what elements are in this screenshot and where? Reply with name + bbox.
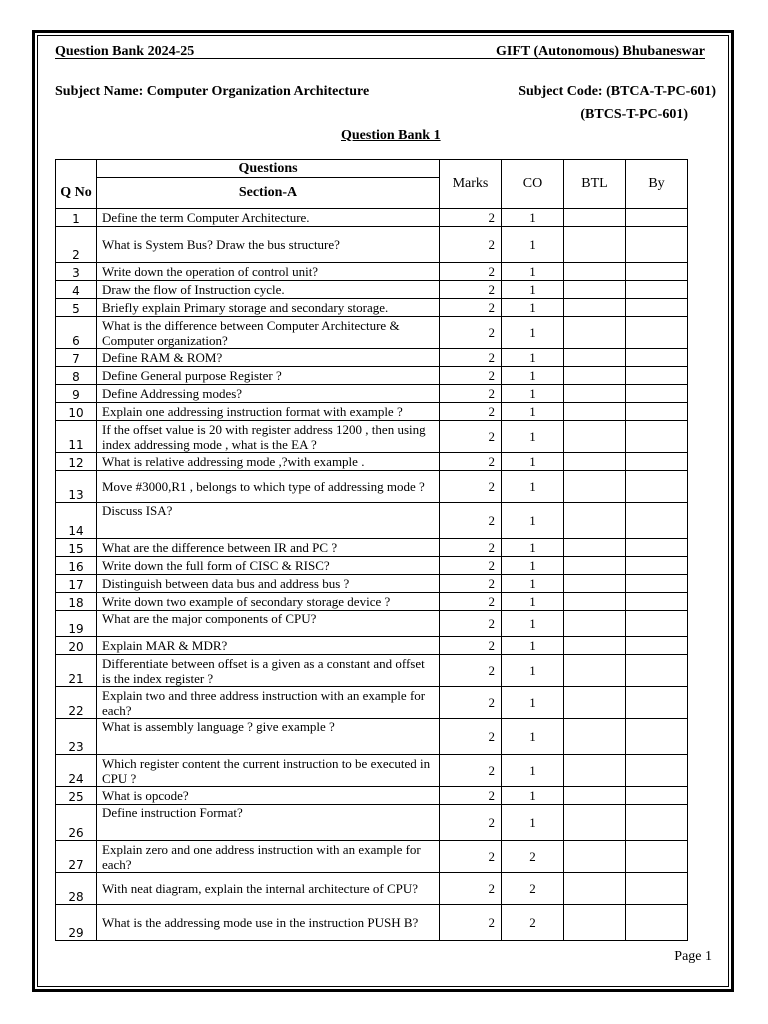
btl-cell	[564, 655, 626, 687]
qno-header: Q No	[56, 178, 97, 209]
btl-cell	[564, 719, 626, 755]
questions-header: Questions	[97, 160, 440, 178]
question-text: What is opcode?	[97, 787, 440, 805]
marks-cell: 2	[440, 557, 502, 575]
question-text: Define the term Computer Architecture.	[97, 209, 440, 227]
co-cell: 1	[502, 421, 564, 453]
table-row	[56, 841, 688, 873]
question-number: 26	[56, 805, 97, 841]
by-cell	[626, 873, 688, 905]
question-text: What are the major components of CPU?	[97, 611, 440, 637]
marks-cell: 2	[440, 719, 502, 755]
question-number: 20	[56, 637, 97, 655]
question-number: 19	[56, 611, 97, 637]
question-number: 28	[56, 873, 97, 905]
by-cell	[626, 593, 688, 611]
btl-cell	[564, 637, 626, 655]
table-row	[56, 637, 688, 655]
table-row	[56, 421, 688, 453]
by-cell	[626, 349, 688, 367]
by-cell	[626, 403, 688, 421]
marks-cell: 2	[440, 503, 502, 539]
question-number: 25	[56, 787, 97, 805]
co-cell: 1	[502, 281, 564, 299]
marks-cell: 2	[440, 687, 502, 719]
question-number: 13	[56, 471, 97, 503]
table-row	[56, 719, 688, 755]
co-cell: 1	[502, 403, 564, 421]
by-cell	[626, 575, 688, 593]
table-row	[56, 593, 688, 611]
btl-cell	[564, 263, 626, 281]
btl-cell	[564, 227, 626, 263]
co-cell: 1	[502, 385, 564, 403]
btl-cell	[564, 593, 626, 611]
subject-name: Subject Name: Computer Organization Architecture	[55, 84, 370, 99]
marks-cell: 2	[440, 593, 502, 611]
table-row	[56, 317, 688, 349]
question-text: Briefly explain Primary storage and secondary storage.	[97, 299, 440, 317]
co-cell: 1	[502, 593, 564, 611]
table-row	[56, 453, 688, 471]
by-cell	[626, 539, 688, 557]
table-row	[56, 805, 688, 841]
co-cell: 1	[502, 637, 564, 655]
marks-cell: 2	[440, 611, 502, 637]
by-cell	[626, 503, 688, 539]
marks-cell: 2	[440, 575, 502, 593]
header-left: Question Bank 2024-25	[55, 44, 195, 59]
question-text: With neat diagram, explain the internal architecture of CPU?	[97, 873, 440, 905]
table-row	[56, 557, 688, 575]
page-title: Question Bank 1	[341, 128, 441, 143]
co-cell: 1	[502, 557, 564, 575]
table-row	[56, 227, 688, 263]
marks-header: Marks	[440, 160, 502, 209]
table-row	[56, 263, 688, 281]
page-number: Page 1	[674, 949, 712, 964]
question-text: What is relative addressing mode ,?with example .	[97, 453, 440, 471]
question-text: Differentiate between offset is a given as a constant and offset is the index register ?	[97, 655, 440, 687]
subject-code-alt: (BTCS-T-PC-601)	[580, 107, 688, 122]
by-cell	[626, 471, 688, 503]
question-text: Explain MAR & MDR?	[97, 637, 440, 655]
by-cell	[626, 385, 688, 403]
table-row	[56, 503, 688, 539]
question-number: 9	[56, 385, 97, 403]
btl-cell	[564, 317, 626, 349]
table-row	[56, 367, 688, 385]
marks-cell: 2	[440, 905, 502, 941]
btl-cell	[564, 611, 626, 637]
by-cell	[626, 755, 688, 787]
question-number: 6	[56, 317, 97, 349]
question-text: What are the difference between IR and PC ?	[97, 539, 440, 557]
marks-cell: 2	[440, 209, 502, 227]
co-cell: 1	[502, 687, 564, 719]
co-cell: 2	[502, 841, 564, 873]
table-row	[56, 905, 688, 941]
co-cell: 1	[502, 787, 564, 805]
question-number: 27	[56, 841, 97, 873]
btl-cell	[564, 557, 626, 575]
question-text: Write down two example of secondary storage device ?	[97, 593, 440, 611]
by-cell	[626, 611, 688, 637]
co-cell: 1	[502, 755, 564, 787]
table-row	[56, 471, 688, 503]
btl-cell	[564, 349, 626, 367]
by-header: By	[626, 160, 688, 209]
by-cell	[626, 263, 688, 281]
co-cell: 1	[502, 655, 564, 687]
btl-cell	[564, 805, 626, 841]
btl-cell	[564, 905, 626, 941]
btl-header: BTL	[564, 160, 626, 209]
co-cell: 2	[502, 905, 564, 941]
marks-cell: 2	[440, 349, 502, 367]
table-row	[56, 687, 688, 719]
question-number: 15	[56, 539, 97, 557]
marks-cell: 2	[440, 403, 502, 421]
table-row	[56, 873, 688, 905]
btl-cell	[564, 403, 626, 421]
marks-cell: 2	[440, 299, 502, 317]
btl-cell	[564, 755, 626, 787]
question-text: Draw the flow of Instruction cycle.	[97, 281, 440, 299]
by-cell	[626, 281, 688, 299]
btl-cell	[564, 367, 626, 385]
table-row	[56, 787, 688, 805]
btl-cell	[564, 471, 626, 503]
marks-cell: 2	[440, 787, 502, 805]
by-cell	[626, 787, 688, 805]
question-text: Move #3000,R1 , belongs to which type of addressing mode ?	[97, 471, 440, 503]
marks-cell: 2	[440, 471, 502, 503]
table-row	[56, 611, 688, 637]
by-cell	[626, 655, 688, 687]
co-cell: 1	[502, 503, 564, 539]
marks-cell: 2	[440, 637, 502, 655]
question-number: 2	[56, 227, 97, 263]
marks-cell: 2	[440, 227, 502, 263]
question-text: Define RAM & ROM?	[97, 349, 440, 367]
question-number: 12	[56, 453, 97, 471]
by-cell	[626, 841, 688, 873]
question-number: 17	[56, 575, 97, 593]
by-cell	[626, 557, 688, 575]
marks-cell: 2	[440, 805, 502, 841]
co-cell: 1	[502, 471, 564, 503]
question-number: 16	[56, 557, 97, 575]
section-header: Section-A	[97, 178, 440, 209]
btl-cell	[564, 873, 626, 905]
btl-cell	[564, 281, 626, 299]
question-number: 18	[56, 593, 97, 611]
btl-cell	[564, 539, 626, 557]
co-cell: 1	[502, 611, 564, 637]
table-row	[56, 755, 688, 787]
btl-cell	[564, 453, 626, 471]
question-text: Explain two and three address instruction with an example for each?	[97, 687, 440, 719]
by-cell	[626, 719, 688, 755]
question-number: 3	[56, 263, 97, 281]
co-cell: 1	[502, 453, 564, 471]
question-text: Which register content the current instruction to be executed in CPU ?	[97, 755, 440, 787]
by-cell	[626, 227, 688, 263]
co-cell: 1	[502, 539, 564, 557]
co-cell: 1	[502, 209, 564, 227]
question-text: Discuss ISA?	[97, 503, 440, 539]
co-cell: 1	[502, 299, 564, 317]
question-number: 22	[56, 687, 97, 719]
table-row	[56, 575, 688, 593]
marks-cell: 2	[440, 873, 502, 905]
question-number: 21	[56, 655, 97, 687]
question-text: What is System Bus? Draw the bus structure?	[97, 227, 440, 263]
table-row	[56, 385, 688, 403]
btl-cell	[564, 503, 626, 539]
marks-cell: 2	[440, 421, 502, 453]
co-cell: 1	[502, 263, 564, 281]
co-cell: 1	[502, 719, 564, 755]
btl-cell	[564, 299, 626, 317]
question-text: Explain one addressing instruction format with example ?	[97, 403, 440, 421]
subject-code: Subject Code: (BTCA-T-PC-601)	[518, 84, 716, 99]
question-text: What is the difference between Computer Architecture & Computer organization?	[97, 317, 440, 349]
btl-cell	[564, 209, 626, 227]
question-number: 24	[56, 755, 97, 787]
question-number: 7	[56, 349, 97, 367]
co-header: CO	[502, 160, 564, 209]
by-cell	[626, 687, 688, 719]
by-cell	[626, 805, 688, 841]
table-row	[56, 539, 688, 557]
question-text: What is the addressing mode use in the instruction PUSH B?	[97, 905, 440, 941]
question-number: 5	[56, 299, 97, 317]
btl-cell	[564, 787, 626, 805]
by-cell	[626, 299, 688, 317]
question-number: 4	[56, 281, 97, 299]
by-cell	[626, 905, 688, 941]
question-text: What is assembly language ? give example ?	[97, 719, 440, 755]
question-number: 10	[56, 403, 97, 421]
co-cell: 1	[502, 349, 564, 367]
marks-cell: 2	[440, 385, 502, 403]
btl-cell	[564, 385, 626, 403]
question-text: Define instruction Format?	[97, 805, 440, 841]
question-text: Distinguish between data bus and address bus ?	[97, 575, 440, 593]
marks-cell: 2	[440, 755, 502, 787]
table-row	[56, 349, 688, 367]
marks-cell: 2	[440, 367, 502, 385]
co-cell: 1	[502, 317, 564, 349]
question-text: Define General purpose Register ?	[97, 367, 440, 385]
question-text: Write down the full form of CISC & RISC?	[97, 557, 440, 575]
by-cell	[626, 637, 688, 655]
header-right: GIFT (Autonomous) Bhubaneswar	[495, 44, 705, 59]
marks-cell: 2	[440, 263, 502, 281]
co-cell: 2	[502, 873, 564, 905]
btl-cell	[564, 841, 626, 873]
question-number: 29	[56, 905, 97, 941]
qno-header-top	[56, 160, 97, 178]
table-row	[56, 209, 688, 227]
marks-cell: 2	[440, 317, 502, 349]
table-row	[56, 299, 688, 317]
by-cell	[626, 367, 688, 385]
marks-cell: 2	[440, 841, 502, 873]
question-text: Write down the operation of control unit?	[97, 263, 440, 281]
question-number: 23	[56, 719, 97, 755]
co-cell: 1	[502, 367, 564, 385]
marks-cell: 2	[440, 281, 502, 299]
by-cell	[626, 209, 688, 227]
table-row	[56, 403, 688, 421]
question-number: 14	[56, 503, 97, 539]
by-cell	[626, 421, 688, 453]
question-text: Explain zero and one address instruction with an example for each?	[97, 841, 440, 873]
co-cell: 1	[502, 227, 564, 263]
btl-cell	[564, 687, 626, 719]
marks-cell: 2	[440, 655, 502, 687]
marks-cell: 2	[440, 539, 502, 557]
question-text: Define Addressing modes?	[97, 385, 440, 403]
header-underline	[55, 58, 705, 59]
btl-cell	[564, 421, 626, 453]
question-text: If the offset value is 20 with register address 1200 , then using index addressing mode , what is the EA ?	[97, 421, 440, 453]
by-cell	[626, 453, 688, 471]
marks-cell: 2	[440, 453, 502, 471]
co-cell: 1	[502, 805, 564, 841]
question-number: 1	[56, 209, 97, 227]
question-table	[55, 159, 688, 941]
btl-cell	[564, 575, 626, 593]
table-row	[56, 655, 688, 687]
by-cell	[626, 317, 688, 349]
question-number: 11	[56, 421, 97, 453]
question-number: 8	[56, 367, 97, 385]
table-row	[56, 281, 688, 299]
co-cell: 1	[502, 575, 564, 593]
